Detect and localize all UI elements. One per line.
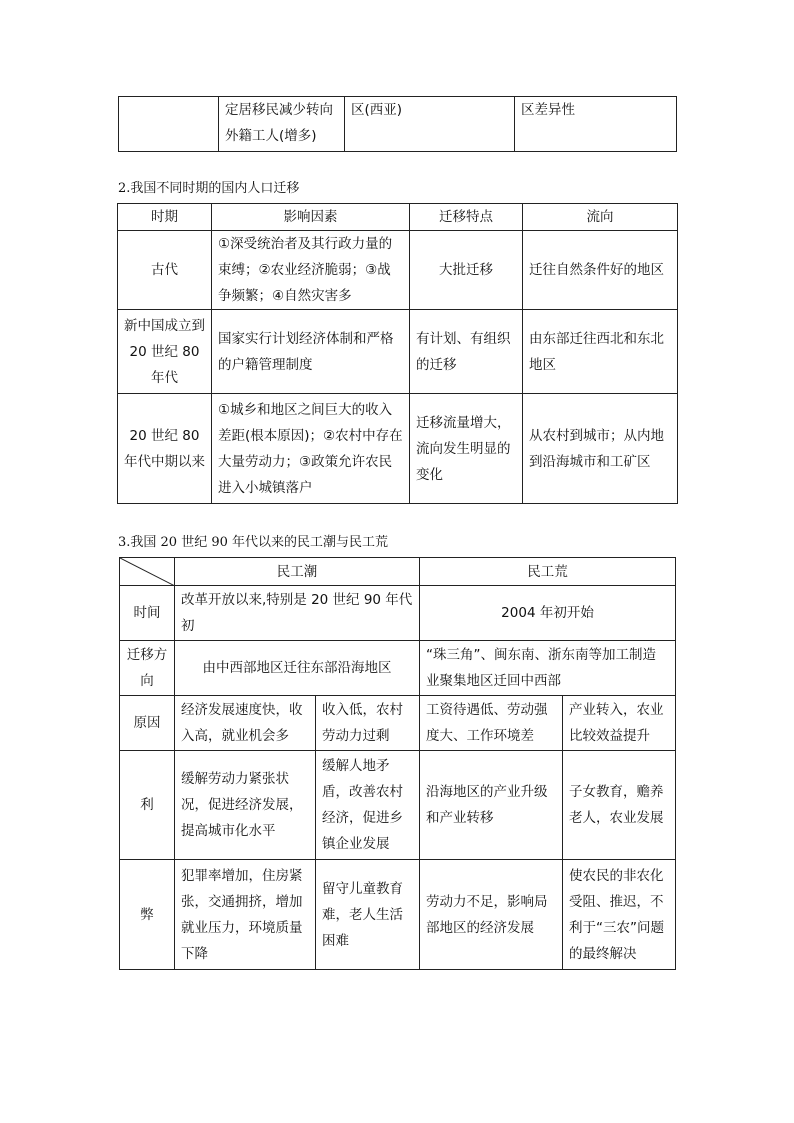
diagonal-corner-cell [120, 558, 175, 586]
table-cell: 由中西部地区迁往东部沿海地区 [175, 641, 420, 696]
table-row [118, 231, 678, 310]
column-header: 迁移特点 [410, 204, 523, 231]
table-cell: 产业转入，农业比较效益提升 [563, 696, 676, 751]
table-cell: 犯罪率增加，住房紧张，交通拥挤，增加就业压力，环境质量下降 [175, 860, 316, 970]
period-cell: 20 世纪 80 年代中期以来 [118, 394, 212, 504]
table-cell: 工资待遇低、劳动强度大、工作环境差 [420, 696, 563, 751]
feature-cell: 有计划、有组织的迁移 [410, 310, 523, 394]
section-heading: 2.我国不同时期的国内人口迁移 [118, 181, 300, 196]
direction-cell: 迁往自然条件好的地区 [523, 231, 678, 310]
table-row [118, 310, 678, 394]
direction-cell: 由东部迁往西北和东北地区 [523, 310, 678, 394]
table-cell: 缓解劳动力紧张状况，促进经济发展，提高城市化水平 [175, 751, 316, 860]
column-header: 民工荒 [420, 558, 676, 586]
table-row [120, 641, 676, 696]
column-header: 时期 [118, 204, 212, 231]
factor-cell: ①城乡和地区之间巨大的收入差距(根本原因)；②农村中存在大量劳动力；③政策允许农民进入小城镇落户 [212, 394, 410, 504]
section-heading: 3.我国 20 世纪 90 年代以来的民工潮与民工荒 [118, 535, 389, 550]
migrant-worker-table [119, 557, 676, 970]
column-header: 民工潮 [175, 558, 420, 586]
table-cell: 缓解人地矛盾，改善农村经济，促进乡镇企业发展 [316, 751, 420, 860]
column-header: 流向 [523, 204, 678, 231]
table-row [120, 696, 676, 751]
table-cell: 经济发展速度快，收入高，就业机会多 [175, 696, 316, 751]
table-cell: 子女教育，赡养老人，农业发展 [563, 751, 676, 860]
table-row [120, 860, 676, 970]
period-cell: 新中国成立到 20 世纪 80 年代 [118, 310, 212, 394]
diagonal-line [120, 558, 175, 586]
migration-table-continued [118, 96, 677, 152]
row-label: 时间 [120, 586, 175, 641]
table-cell: 劳动力不足，影响局部地区的经济发展 [420, 860, 563, 970]
table-cell: 2004 年初开始 [420, 586, 676, 641]
table-cell: 沿海地区的产业升级和产业转移 [420, 751, 563, 860]
table-header-row [118, 204, 678, 231]
factor-cell: ①深受统治者及其行政力量的束缚；②农业经济脆弱；③战争频繁；④自然灾害多 [212, 231, 410, 310]
feature-cell: 大批迁移 [410, 231, 523, 310]
table-cell: 收入低，农村劳动力过剩 [316, 696, 420, 751]
table-cell: 定居移民减少转向外籍工人(增多) [219, 97, 345, 152]
table-row [120, 586, 676, 641]
feature-cell: 迁移流量增大，流向发生明显的变化 [410, 394, 523, 504]
row-label: 原因 [120, 696, 175, 751]
direction-cell: 从农村到城市；从内地到沿海城市和工矿区 [523, 394, 678, 504]
row-label: 迁移方向 [120, 641, 175, 696]
table-cell: 区差异性 [515, 97, 677, 152]
table-cell: 使农民的非农化受阻、推迟，不利于“三农”问题的最终解决 [563, 860, 676, 970]
table-cell: 留守儿童教育难，老人生活困难 [316, 860, 420, 970]
factor-cell: 国家实行计划经济体制和严格的户籍管理制度 [212, 310, 410, 394]
domestic-migration-table [117, 203, 678, 504]
column-header: 影响因素 [212, 204, 410, 231]
table-row [120, 751, 676, 860]
table-cell [119, 97, 219, 152]
row-label: 利 [120, 751, 175, 860]
table-cell: 区(西亚) [345, 97, 515, 152]
table-row [119, 97, 677, 152]
row-label: 弊 [120, 860, 175, 970]
period-cell: 古代 [118, 231, 212, 310]
table-cell: 改革开放以来,特别是 20 世纪 90 年代初 [175, 586, 420, 641]
table-row [118, 394, 678, 504]
table-header-row [120, 558, 676, 586]
table-cell: “珠三角”、闽东南、浙东南等加工制造业聚集地区迁回中西部 [420, 641, 676, 696]
